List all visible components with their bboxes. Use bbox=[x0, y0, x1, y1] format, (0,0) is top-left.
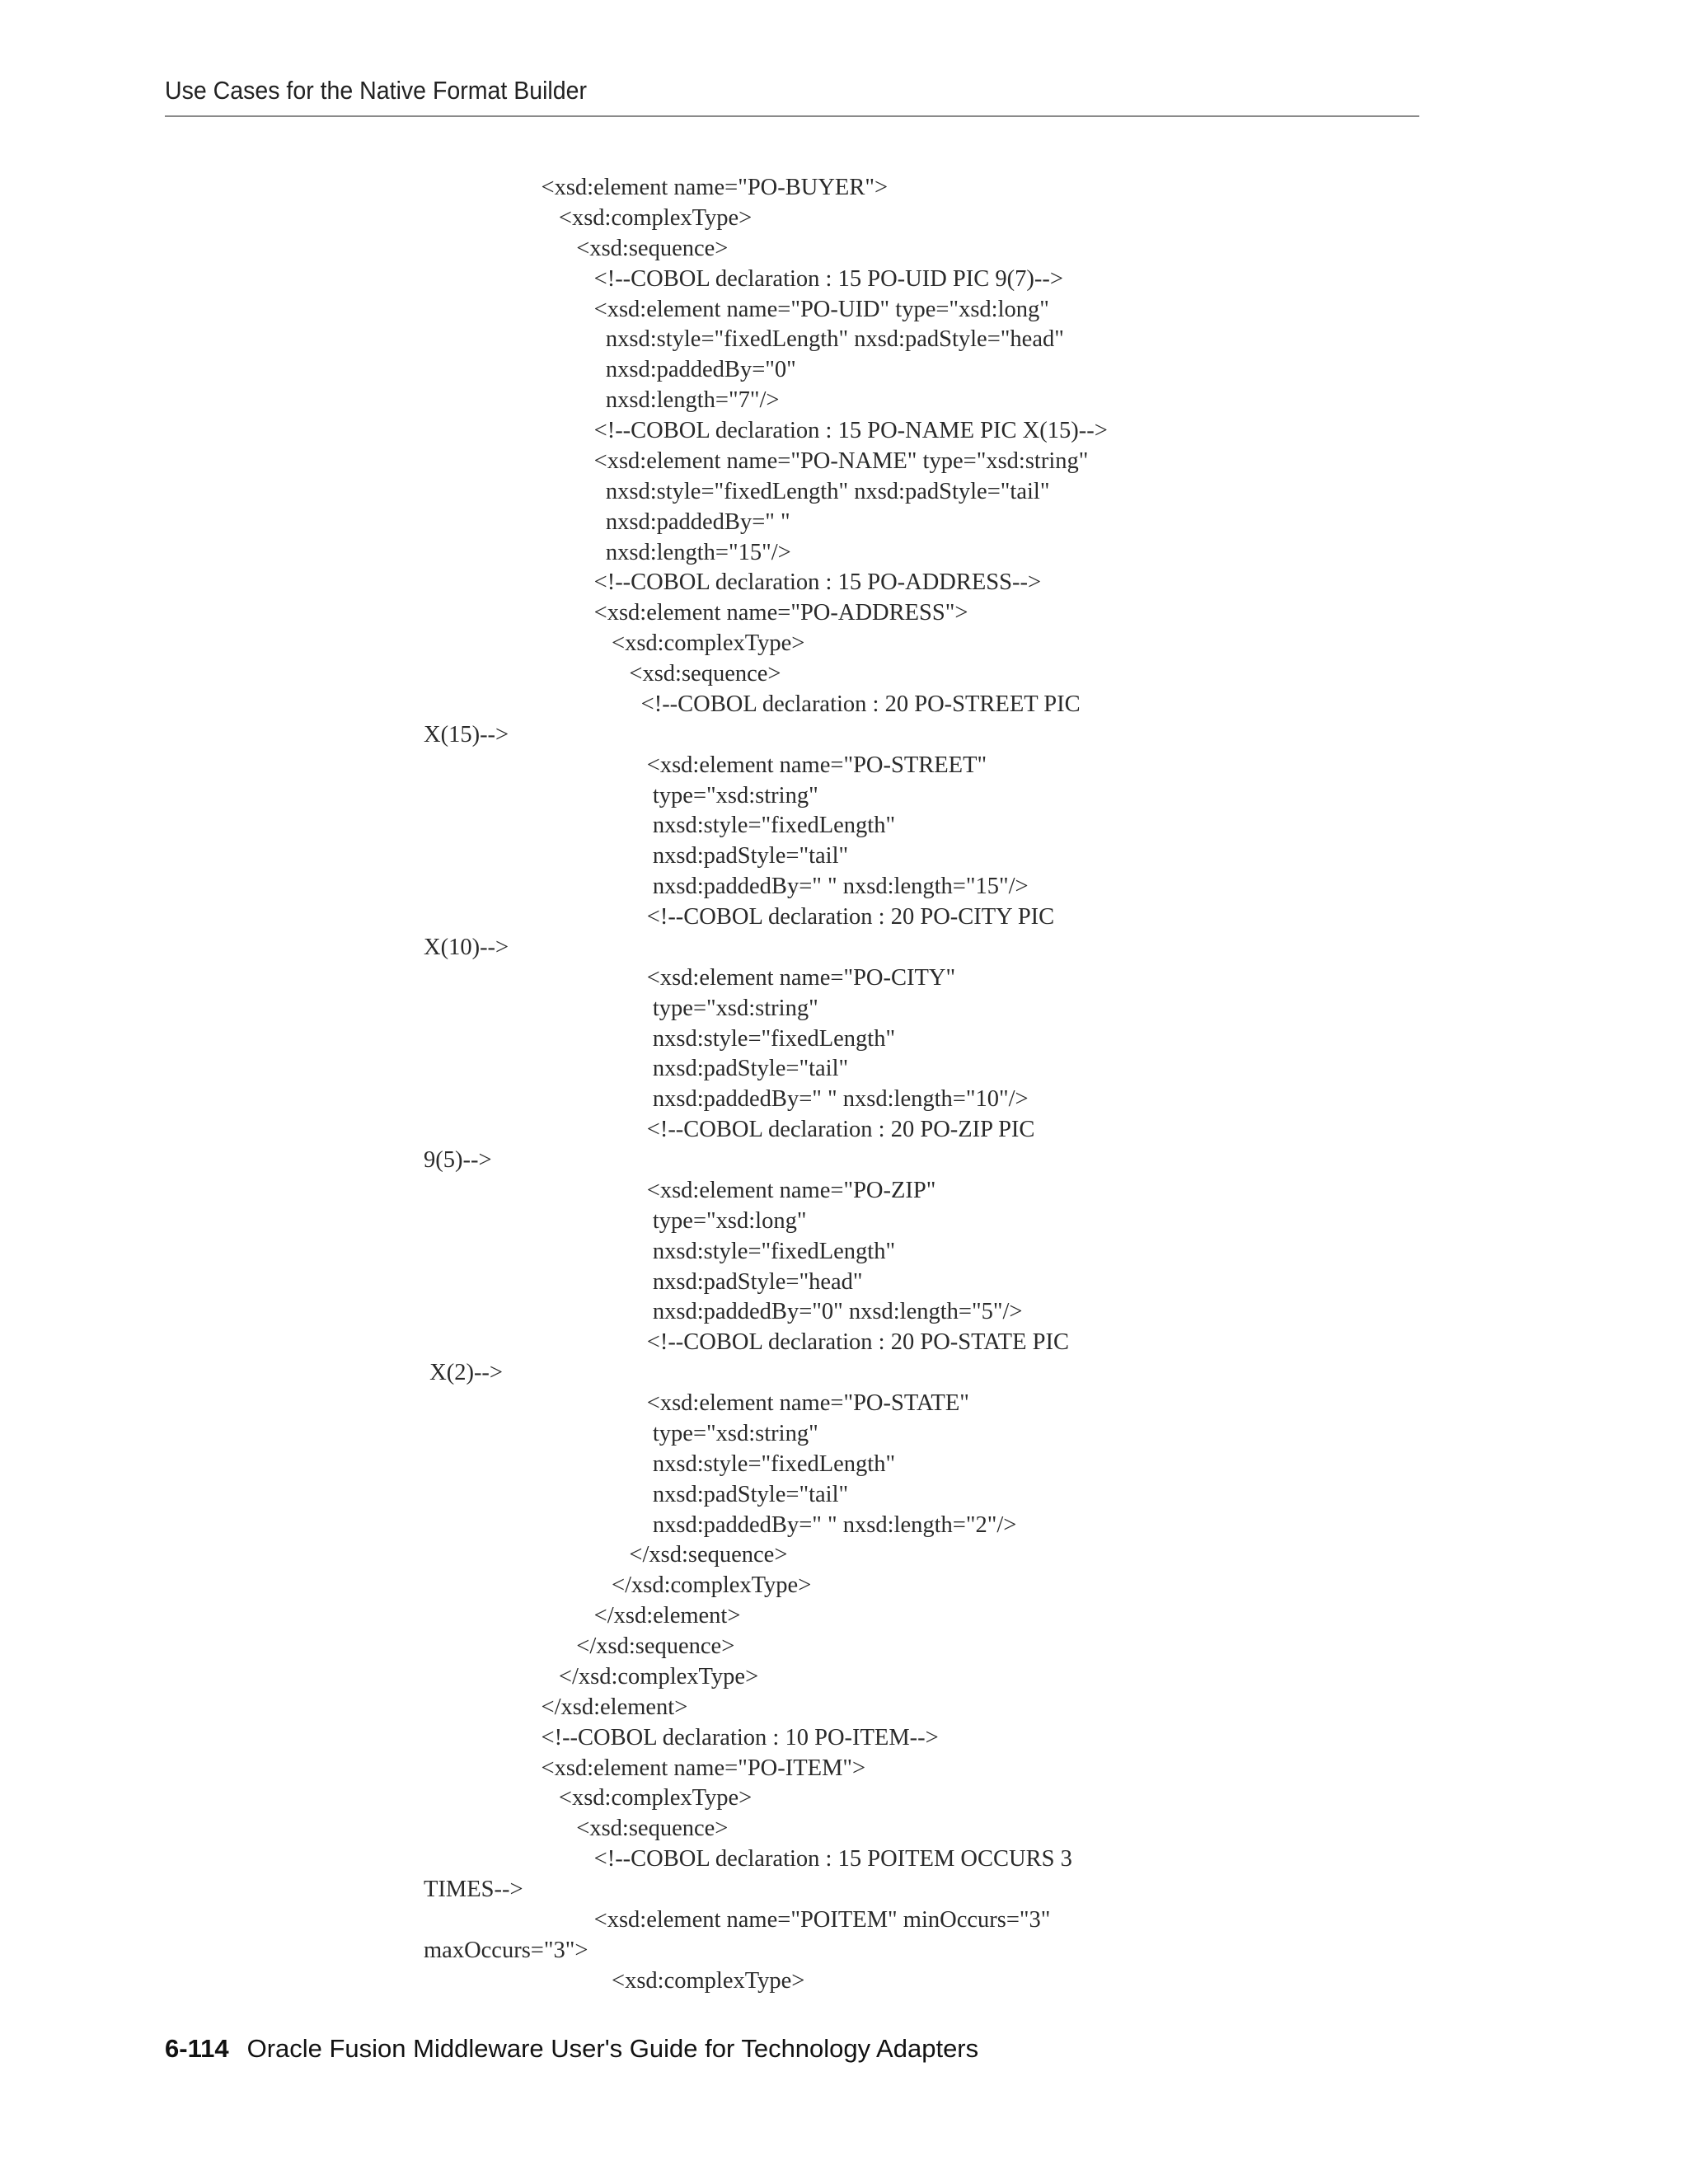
code-line: <xsd:element name="PO-BUYER"> bbox=[424, 175, 889, 200]
code-line: X(15)--> bbox=[424, 721, 509, 748]
code-line: nxsd:paddedBy="0" bbox=[424, 357, 796, 383]
code-line: <!--COBOL declaration : 20 PO-ZIP PIC bbox=[424, 1117, 1035, 1143]
code-line: nxsd:style="fixedLength" bbox=[424, 813, 896, 839]
running-header-title: Use Cases for the Native Format Builder bbox=[165, 76, 587, 105]
code-line: <xsd:complexType> bbox=[424, 1967, 805, 1994]
code-line: nxsd:style="fixedLength" nxsd:padStyle="head" bbox=[424, 326, 1064, 353]
code-line: <xsd:element name="PO-STREET" bbox=[424, 752, 987, 778]
code-line: <xsd:element name="POITEM" minOccurs="3" bbox=[424, 1906, 1051, 1933]
code-line: <xsd:sequence> bbox=[424, 1816, 729, 1842]
code-line: <xsd:element name="PO-ZIP" bbox=[424, 1177, 936, 1203]
code-line: <!--COBOL declaration : 20 PO-CITY PIC bbox=[424, 904, 1055, 930]
code-line: <xsd:complexType> bbox=[424, 204, 753, 231]
code-line: X(2)--> bbox=[424, 1360, 503, 1386]
code-line: <xsd:sequence> bbox=[424, 235, 729, 261]
code-line: <xsd:element name="PO-STATE" bbox=[424, 1390, 969, 1416]
code-line: nxsd:style="fixedLength" nxsd:padStyle="tail" bbox=[424, 478, 1050, 504]
code-line: nxsd:paddedBy=" " nxsd:length="2"/> bbox=[424, 1511, 1017, 1538]
page-number: 6-114 bbox=[165, 2034, 229, 2063]
code-line: nxsd:paddedBy="0" nxsd:length="5"/> bbox=[424, 1299, 1023, 1325]
code-line: <xsd:complexType> bbox=[424, 1785, 753, 1811]
code-line: </xsd:complexType> bbox=[424, 1663, 759, 1690]
code-line: nxsd:style="fixedLength" bbox=[424, 1025, 896, 1052]
code-line: nxsd:padStyle="head" bbox=[424, 1268, 863, 1295]
code-line: <!--COBOL declaration : 15 PO-NAME PIC X(15)--> bbox=[424, 418, 1108, 443]
code-line: nxsd:padStyle="tail" bbox=[424, 843, 849, 869]
code-line: TIMES--> bbox=[424, 1877, 523, 1902]
code-line: </xsd:element> bbox=[424, 1603, 741, 1629]
code-line: 9(5)--> bbox=[424, 1147, 492, 1173]
code-line: <xsd:sequence> bbox=[424, 661, 781, 687]
code-line: <!--COBOL declaration : 15 PO-ADDRESS--> bbox=[424, 569, 1042, 596]
code-line: </xsd:sequence> bbox=[424, 1542, 788, 1568]
page-footer bbox=[165, 2031, 978, 2067]
code-line: nxsd:style="fixedLength" bbox=[424, 1451, 896, 1477]
code-line: </xsd:sequence> bbox=[424, 1633, 735, 1659]
code-line: type="xsd:long" bbox=[424, 1207, 807, 1234]
code-line: <xsd:complexType> bbox=[424, 630, 805, 657]
code-line: type="xsd:string" bbox=[424, 1420, 818, 1446]
code-line: nxsd:paddedBy=" " nxsd:length="10"/> bbox=[424, 1086, 1029, 1113]
code-line: nxsd:length="7"/> bbox=[424, 387, 780, 414]
page-header bbox=[165, 73, 1419, 117]
code-line: </xsd:complexType> bbox=[424, 1572, 812, 1599]
code-line: nxsd:padStyle="tail" bbox=[424, 1481, 849, 1507]
code-listing bbox=[424, 173, 1454, 1997]
code-line: <xsd:element name="PO-NAME" type="xsd:string" bbox=[424, 448, 1089, 474]
code-line: <xsd:element name="PO-ADDRESS"> bbox=[424, 600, 968, 626]
code-line: type="xsd:string" bbox=[424, 782, 818, 808]
book-title: Oracle Fusion Middleware User's Guide for Technology Adapters bbox=[246, 2034, 979, 2063]
code-line: X(10)--> bbox=[424, 934, 509, 960]
code-line: maxOccurs="3"> bbox=[424, 1937, 588, 1963]
code-line: <!--COBOL declaration : 20 PO-STATE PIC bbox=[424, 1329, 1069, 1356]
code-line: <xsd:element name="PO-ITEM"> bbox=[424, 1755, 866, 1781]
code-line: nxsd:length="15"/> bbox=[424, 539, 791, 565]
code-line: <!--COBOL declaration : 15 POITEM OCCURS 3 bbox=[424, 1846, 1072, 1872]
code-line: nxsd:paddedBy=" " nxsd:length="15"/> bbox=[424, 874, 1029, 900]
code-line: <!--COBOL declaration : 20 PO-STREET PIC bbox=[424, 691, 1081, 717]
code-line: <!--COBOL declaration : 15 PO-UID PIC 9(7)--> bbox=[424, 265, 1063, 292]
code-line: nxsd:style="fixedLength" bbox=[424, 1238, 896, 1264]
code-line: <xsd:element name="PO-CITY" bbox=[424, 964, 956, 991]
code-line: nxsd:paddedBy=" " bbox=[424, 509, 790, 535]
code-line: <xsd:element name="PO-UID" type="xsd:long" bbox=[424, 296, 1049, 322]
code-line: type="xsd:string" bbox=[424, 995, 818, 1021]
code-line: </xsd:element> bbox=[424, 1694, 688, 1720]
code-line: <!--COBOL declaration : 10 PO-ITEM--> bbox=[424, 1724, 939, 1750]
code-line: nxsd:padStyle="tail" bbox=[424, 1056, 849, 1082]
